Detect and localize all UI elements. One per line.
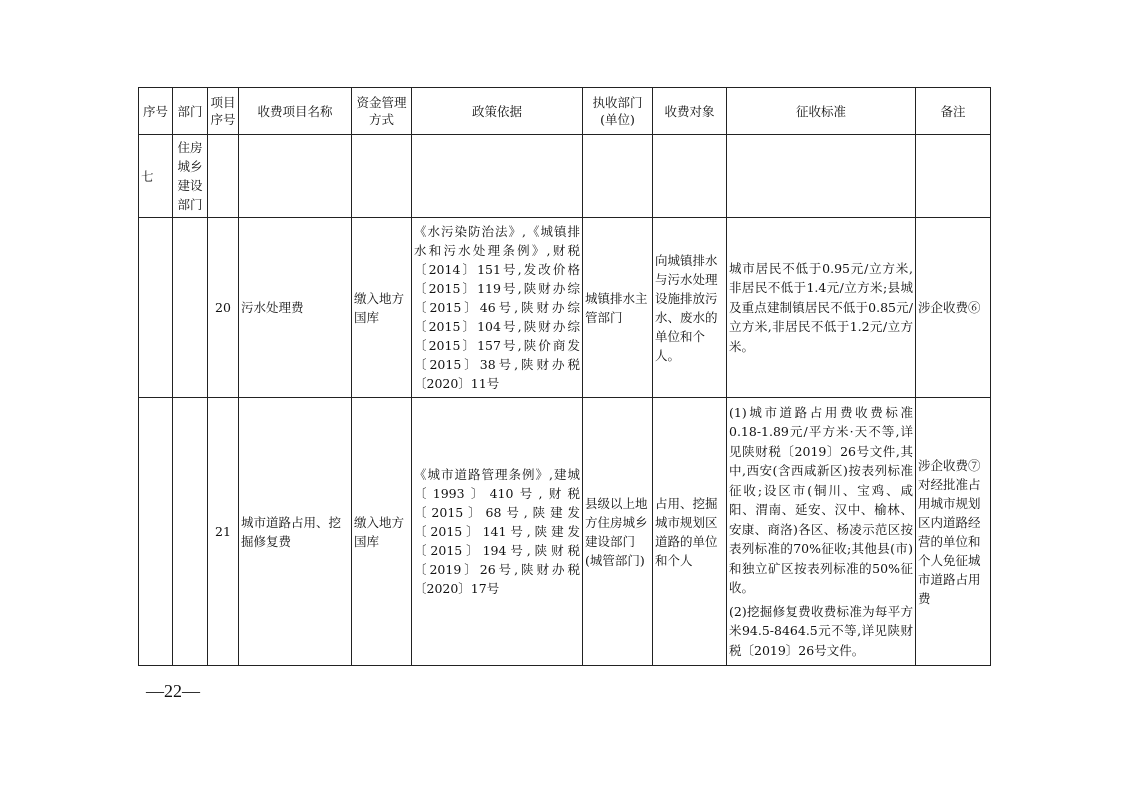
fee-target: 向城镇排水与污水处理设施排放污水、废水的单位和个人。 bbox=[653, 218, 727, 398]
fund-mgmt: 缴入地方国库 bbox=[352, 398, 412, 666]
fee-standard bbox=[727, 218, 916, 398]
dept-seq: 七 bbox=[139, 135, 173, 218]
fee-standard bbox=[727, 398, 916, 666]
dept-name: 住房城乡建设部门 bbox=[173, 135, 208, 218]
policy-basis: 《水污染防治法》,《城镇排水和污水处理条例》,财税〔2014〕151号,发改价格〔2015〕119号,陕财办综〔2015〕46号,陕财办综〔2015〕104号,陕财办综〔2015〕157号,陕价商发〔2015〕38号,陕财办税〔2020〕11号 bbox=[412, 218, 583, 398]
header-target: 收费对象 bbox=[653, 88, 727, 135]
table-row bbox=[139, 218, 991, 398]
header-fee-name: 收费项目名称 bbox=[239, 88, 352, 135]
policy-basis: 《城市道路管理条例》,建城〔1993〕410号,财税〔2015〕68号,陕建发〔2015〕141号,陕建发〔2015〕194号,陕财税〔2019〕26号,陕财办税〔2020〕17号 bbox=[412, 398, 583, 666]
notes: 涉企收费⑦对经批准占用城市规划区内道路经营的单位和个人免征城市道路占用费 bbox=[916, 398, 991, 666]
item-no: 21 bbox=[208, 398, 239, 666]
header-collector: 执收部门(单位) bbox=[583, 88, 653, 135]
header-row bbox=[139, 88, 991, 135]
fee-target: 占用、挖掘城市规划区道路的单位和个人 bbox=[653, 398, 727, 666]
fee-name: 城市道路占用、挖掘修复费 bbox=[239, 398, 352, 666]
standard-text: 城市居民不低于0.95元/立方米,非居民不低于1.4元/立方米;县城及重点建制镇居民不低于0.85元/立方米,非居民不低于1.2元/立方米。 bbox=[729, 260, 913, 354]
header-policy: 政策依据 bbox=[412, 88, 583, 135]
fund-mgmt: 缴入地方国库 bbox=[352, 218, 412, 398]
fee-table bbox=[138, 87, 991, 666]
header-department: 部门 bbox=[173, 88, 208, 135]
collector: 城镇排水主管部门 bbox=[583, 218, 653, 398]
standard-text-1: (1)城市道路占用费收费标准0.18-1.89元/平方米·天不等,详见陕财税〔2019〕26号文件,其中,西安(含西咸新区)按表列标准征收;设区市(铜川、宝鸡、咸阳、渭南、延安、汉中、榆林、安康、商洛)各区、杨凌示范区按表列标准的70%征收;其他县(市)和独立矿区按表列标准的50%征收。 bbox=[729, 404, 913, 596]
header-fund-mgmt: 资金管理方式 bbox=[352, 88, 412, 135]
table-row bbox=[139, 398, 991, 666]
fee-name: 污水处理费 bbox=[239, 218, 352, 398]
item-no: 20 bbox=[208, 218, 239, 398]
page-number: —22— bbox=[146, 681, 200, 701]
department-row bbox=[139, 135, 991, 218]
header-standard: 征收标准 bbox=[727, 88, 916, 135]
header-notes: 备注 bbox=[916, 88, 991, 135]
standard-text-2: (2)挖掘修复费收费标准为每平方米94.5-8464.5元不等,详见陕财税〔2019〕26号文件。 bbox=[729, 603, 913, 658]
collector: 县级以上地方住房城乡建设部门(城管部门) bbox=[583, 398, 653, 666]
header-seq: 序号 bbox=[139, 88, 173, 135]
notes: 涉企收费⑥ bbox=[916, 218, 991, 398]
header-item-no: 项目序号 bbox=[208, 88, 239, 135]
